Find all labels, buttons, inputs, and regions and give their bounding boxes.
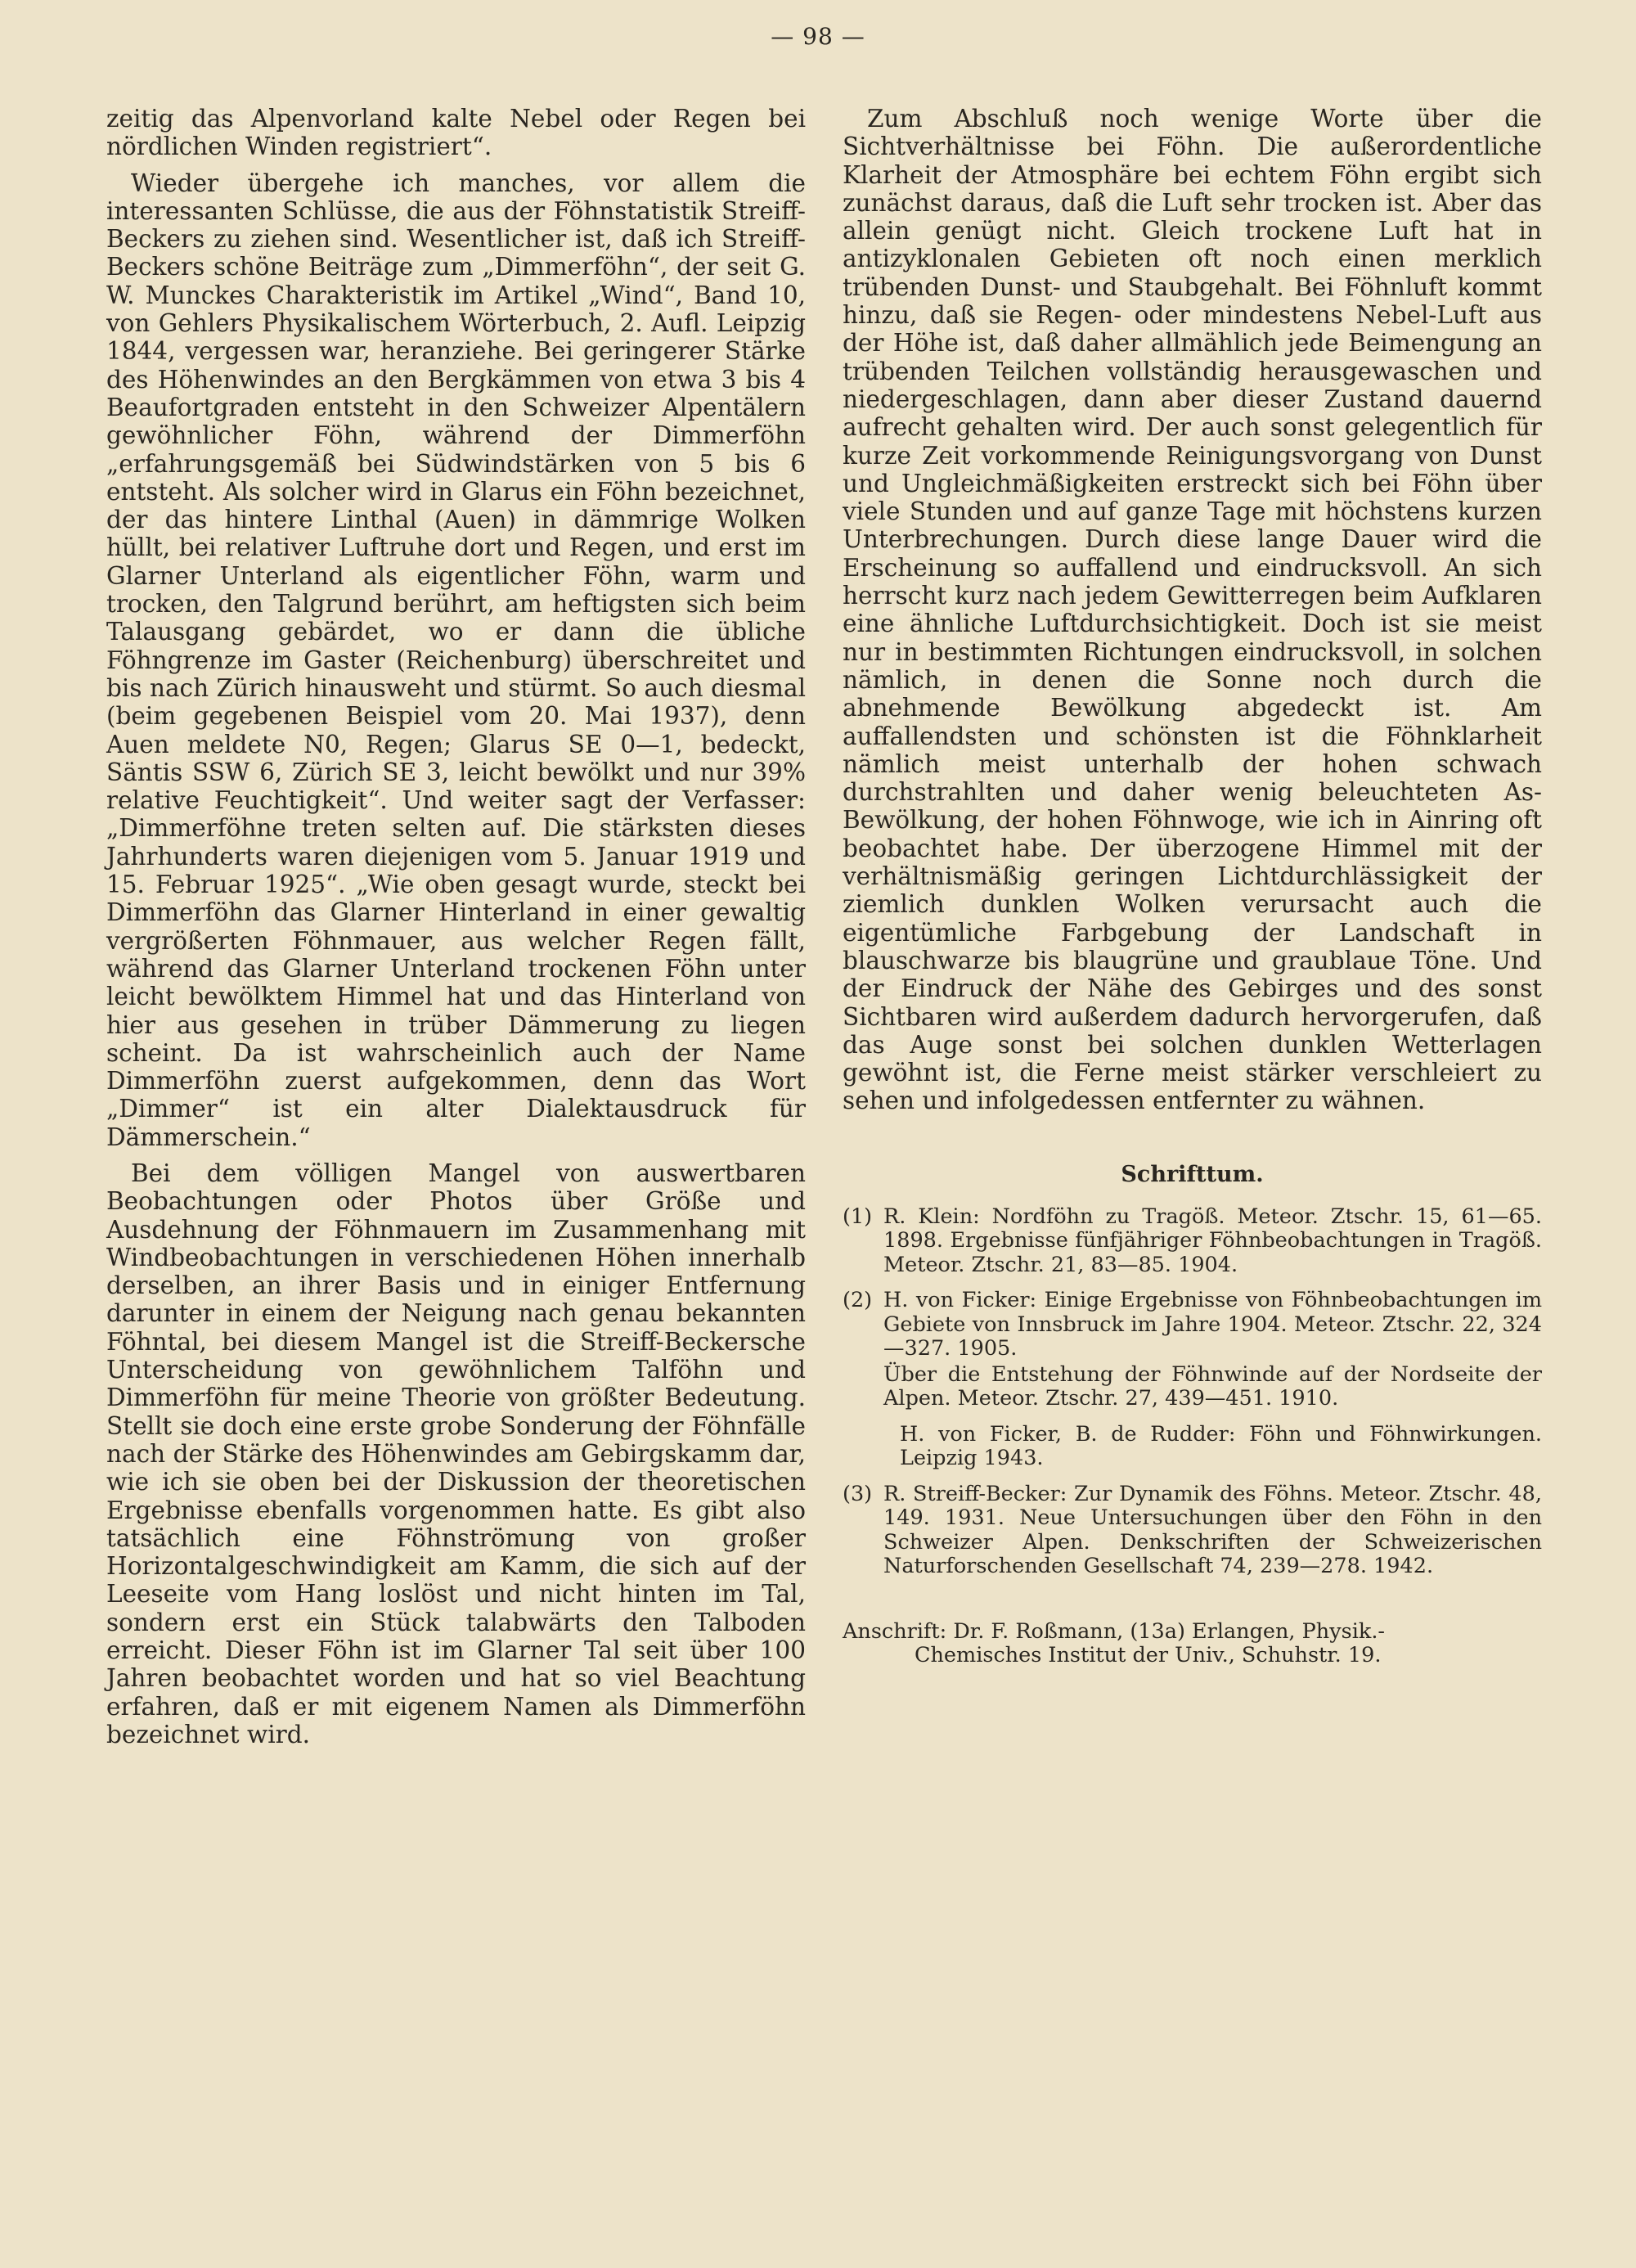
reference-item xyxy=(843,1483,1542,1579)
reference-number: (1) xyxy=(843,1204,873,1229)
reference-number: (2) xyxy=(843,1288,873,1313)
page-number: — 98 — xyxy=(771,23,865,50)
reference-item xyxy=(843,1205,1542,1278)
reference-item xyxy=(843,1423,1542,1471)
paragraph: Zum Abschluß noch wenige Worte über die Sichtverhältnisse bei Föhn. Die außerordentliche Klarheit der Atmosphäre bei echtem Föhn ergibt sich zunächst daraus, daß die Luft sehr trocken ist. Aber das allein genügt nicht. Gleich trockene Luft hat in antizyklonalen Gebieten oft noch einen merklich trübenden Dunst- und Staubgehalt. Bei Föhnluft kommt hinzu, daß sie Regen- oder mindestens Nebel-Luft aus der Höhe ist, daß daher allmählich jede Beimengung an trübenden Teilchen vollständig herausgewaschen und niedergeschlagen, dann aber dieser Zustand dauernd aufrecht gehalten wird. Der auch sonst gelegentlich für kurze Zeit vorkommende Reinigungsvorgang von Dunst und Ungleichmäßigkeiten erstreckt sich bei Föhn über viele Stunden und auf ganze Tage mit höchstens kurzen Unterbrechungen. Durch diese lange Dauer wird die Erscheinung so auffallend und eindrucksvoll. An sich herrscht kurz nach jedem Gewitterregen beim Aufklaren eine ähnliche Luftdurchsichtigkeit. Doch ist sie meist nur in bestimmten Richtungen eindrucksvoll, in solchen nämlich, in denen die Sonne noch durch die abnehmende Bewölkung abgedeckt ist. Am auffallendsten und schönsten ist die Föhnklarheit nämlich meist unterhalb der hohen schwach durchstrahlten und daher wenig beleuchteten As-Bewölkung, der hohen Föhnwoge, wie ich in Ainring oft beobachtet habe. Der überzogene Himmel mit der verhältnismäßig geringen Lichtdurchlässigkeit der ziemlich dunklen Wolken verursacht auch die eigentümliche Farbgebung der Landschaft in blauschwarze bis blaugrüne und graublaue Töne. Und der Eindruck der Nähe des Gebirges und des sonst Sichtbaren wird außerdem dadurch hervorgerufen, daß das Auge sonst bei solchen dunklen Wetterlagen gewöhnt ist, die Ferne meist stärker verschleiert zu sehen und infolgedessen entfernter zu wähnen. xyxy=(843,105,1542,1115)
reference-subtext: Über die Entstehung der Föhnwinde auf der Nordseite der Alpen. Meteor. Ztschr. 27, 439—451. 1910. xyxy=(883,1361,1542,1411)
reference-number: (3) xyxy=(843,1481,873,1506)
reference-item xyxy=(843,1289,1542,1411)
paragraph: Wieder übergehe ich manches, vor allem die interessanten Schlüsse, die aus der Föhnstatistik Streiff-Beckers zu ziehen sind. Wesentlicher ist, daß ich Streiff-Beckers schöne Beiträge zum „Dimmerföhn“, der seit G. W. Munckes Charakteristik im Artikel „Wind“, Band 10, von Gehlers Physikalischem Wörterbuch, 2. Aufl. Leipzig 1844, vergessen war, heranziehe. Bei geringerer Stärke des Höhenwindes an den Bergkämmen von etwa 3 bis 4 Beaufortgraden entsteht in den Schweizer Alpentälern gewöhnlicher Föhn, während der Dimmerföhn „erfahrungsgemäß bei Südwindstärken von 5 bis 6 entsteht. Als solcher wird in Glarus ein Föhn bezeichnet, der das hintere Linthal (Auen) in dämmrige Wolken hüllt, bei relativer Luftruhe dort und Regen, und erst im Glarner Unterland als eigentlicher Föhn, warm und trocken, den Talgrund berührt, am heftigsten sich beim Talausgang gebärdet, wo er dann die übliche Föhngrenze im Gaster (Reichenburg) überschreitet und bis nach Zürich hinausweht und stürmt. So auch diesmal (beim gegebenen Beispiel vom 20. Mai 1937), denn Auen meldete N0, Regen; Glarus SE 0—1, bedeckt, Säntis SSW 6, Zürich SE 3, leicht bewölkt und nur 39% relative Feuchtigkeit“. Und weiter sagt der Verfasser: „Dimmerföhne treten selten auf. Die stärksten dieses Jahrhunderts waren diejenigen vom 5. Januar 1919 und 15. Februar 1925“. „Wie oben gesagt wurde, steckt bei Dimmerföhn das Glarner Hinterland in einer gewaltig vergrößerten Föhnmauer, aus welcher Regen fällt, während das Glarner Unterland trockenen Föhn unter leicht bewölktem Himmel hat und das Hinterland von hier aus gesehen in trüber Dämmerung zu liegen scheint. Da ist wahrscheinlich auch der Name Dimmerföhn zuerst aufgekommen, denn das Wort „Dimmer“ ist ein alter Dialektausdruck für Dämmerschein.“ xyxy=(106,169,806,1151)
author-address xyxy=(843,1620,1542,1668)
paragraph: zeitig das Alpenvorland kalte Nebel oder Regen bei nördlichen Winden registriert“. xyxy=(106,105,806,161)
reference-text: R. Streiff-Becker: Zur Dynamik des Föhns. Meteor. Ztschr. 48, 149. 1931. Neue Untersuchungen über den Föhn in den Schweizer Alpen. Denkschriften der Schweizerischen Naturforschenden Gesellschaft 74, 239—278. 1942. xyxy=(883,1481,1542,1579)
references-title: Schrifttum. xyxy=(1121,1161,1264,1187)
reference-text: H. von Ficker, B. de Rudder: Föhn und Föhnwirkungen. Leipzig 1943. xyxy=(900,1421,1542,1471)
reference-text: H. von Ficker: Einige Ergebnisse von Föhnbeobachtungen im Gebiete von Innsbruck im Jahre 1904. Meteor. Ztschr. 22, 324—327. 1905. xyxy=(883,1288,1542,1361)
reference-number xyxy=(843,1423,883,1471)
left-column xyxy=(106,105,806,1748)
reference-text: R. Klein: Nordföhn zu Tragöß. Meteor. Ztschr. 15, 61—65. 1898. Ergebnisse fünfjähriger Föhnbeobachtungen in Tragöß. Meteor. Ztschr. 21, 83—85. 1904. xyxy=(883,1204,1542,1277)
right-column xyxy=(843,105,1542,1668)
address-line-1: Anschrift: Dr. F. Roßmann, (13a) Erlangen, Physik.- xyxy=(843,1618,1386,1644)
address-line-2: Chemisches Institut der Univ., Schuhstr. 19. xyxy=(915,1643,1382,1668)
paragraph: Bei dem völligen Mangel von auswertbaren Beobachtungen oder Photos über Größe und Ausdehnung der Föhnmauern im Zusammenhang mit Windbeobachtungen in verschiedenen Höhen innerhalb derselben, an ihrer Basis und in einiger Entfernung darunter in einem der Neigung nach genau bekannten Föhntal, bei diesem Mangel ist die Streiff-Beckersche Unterscheidung von gewöhnlichem Talföhn und Dimmerföhn für meine Theorie von größter Bedeutung. Stellt sie doch eine erste grobe Sonderung der Föhnfälle nach der Stärke des Höhenwindes am Gebirgskamm dar, wie ich sie oben bei der Diskussion der theoretischen Ergebnisse ebenfalls vorgenommen hatte. Es gibt also tatsächlich eine Föhnströmung von großer Horizontalgeschwindigkeit am Kamm, die sich auf der Leeseite vom Hang loslöst und nicht hinten im Tal, sondern erst ein Stück talabwärts den Talboden erreicht. Dieser Föhn ist im Glarner Tal seit über 100 Jahren beobachtet worden und hat so viel Beachtung erfahren, daß er mit eigenem Namen als Dimmerföhn bezeichnet wird. xyxy=(106,1159,806,1748)
